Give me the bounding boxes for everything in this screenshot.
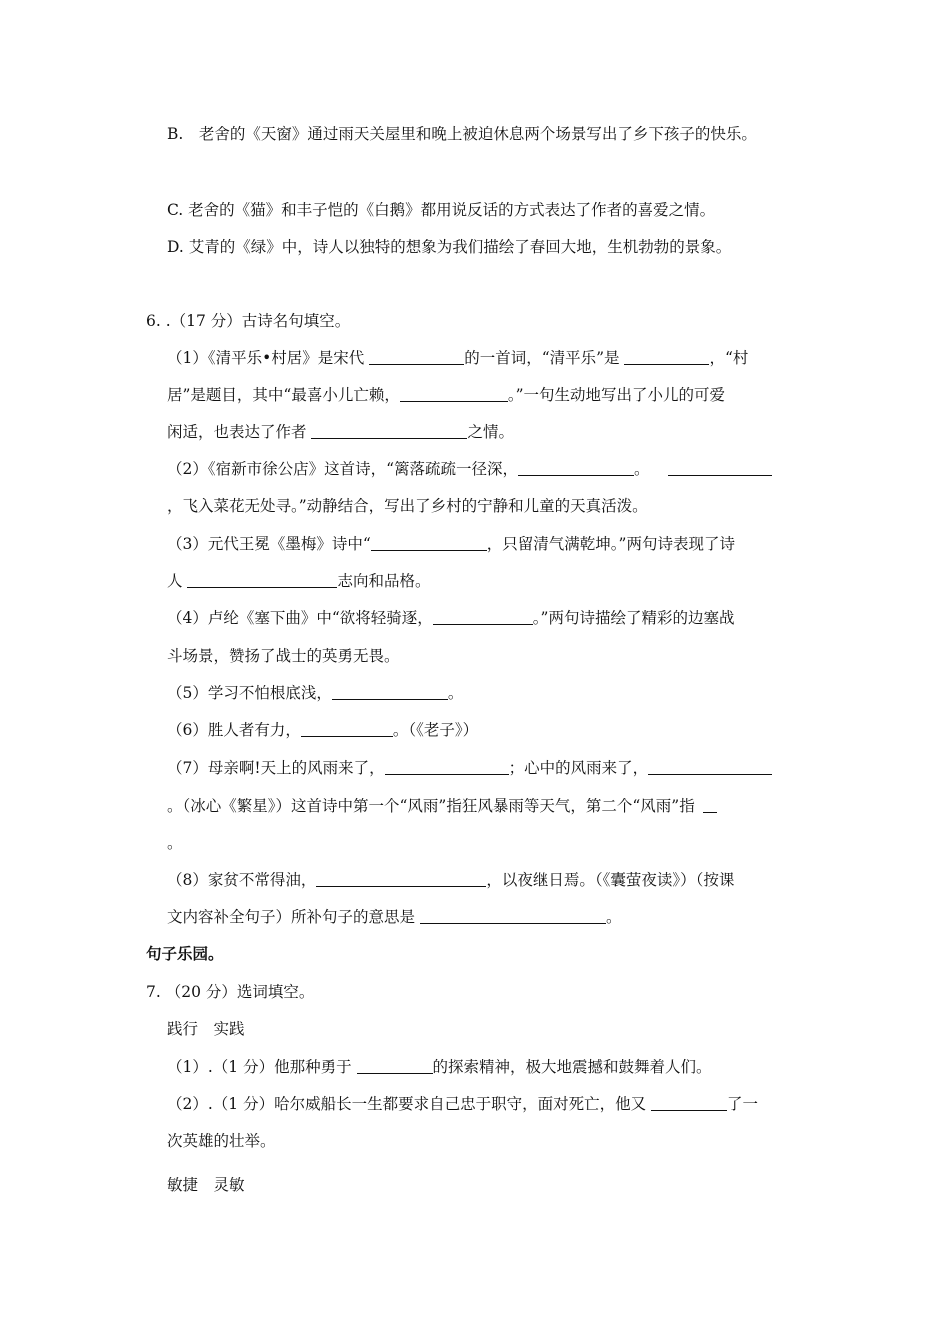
answer-blank[interactable] bbox=[301, 720, 393, 737]
answer-blank[interactable] bbox=[433, 608, 533, 625]
q6-item-2-line-1: （2）《宿新市徐公店》这首诗，“篱落疏疏一径深， 。 bbox=[167, 458, 772, 480]
q7-item-2-line-1: （2）.（1 分）哈尔威船长一生都要求自己忠于职守，面对死亡，他又 了一 bbox=[167, 1095, 759, 1113]
section-heading: 句子乐园。 bbox=[146, 945, 224, 963]
q6-item-6: （6）胜人者有力， 。（《老子》） bbox=[167, 721, 479, 739]
answer-blank[interactable] bbox=[369, 348, 464, 365]
question-6-title: 6. .（17 分）古诗名句填空。 bbox=[146, 312, 351, 330]
answer-blank[interactable] bbox=[420, 907, 606, 924]
answer-blank[interactable] bbox=[187, 571, 337, 588]
option-b: B. 老舍的《天窗》通过雨天关屋里和晚上被迫休息两个场景写出了乡下孩子的快乐。 bbox=[167, 125, 757, 143]
answer-blank[interactable] bbox=[357, 1057, 433, 1074]
answer-blank[interactable] bbox=[624, 348, 709, 365]
q6-item-7-line-3: 。 bbox=[167, 834, 183, 852]
answer-blank[interactable] bbox=[371, 534, 487, 551]
q7-item-1: （1）.（1 分）他那种勇于 的探索精神，极大地震撼和鼓舞着人们。 bbox=[167, 1058, 712, 1076]
q6-item-5: （5）学习不怕根底浅， 。 bbox=[167, 684, 464, 702]
q6-item-8-line-1: （8）家贫不常得油， ，以夜继日焉。（《囊萤夜读》）（按课 bbox=[167, 871, 735, 889]
answer-blank[interactable] bbox=[518, 459, 634, 476]
word-choices-2: 敏捷 灵敏 bbox=[167, 1176, 245, 1194]
q6-item-1-line-2: 居”是题目，其中“最喜小儿亡赖， 。”一句生动地写出了小儿的可爱 bbox=[167, 386, 726, 404]
q6-item-2-line-2: ，飞入菜花无处寻。”动静结合，写出了乡村的宁静和儿童的天真活泼。 bbox=[167, 497, 648, 515]
question-7-title: 7. （20 分）选词填空。 bbox=[146, 983, 315, 1001]
q6-item-4-line-1: （4）卢纶《塞下曲》中“欲将轻骑逐， 。”两句诗描绘了精彩的边塞战 bbox=[167, 609, 735, 627]
q6-item-3-line-1: （3）元代王冕《墨梅》诗中“ ，只留清气满乾坤。”两句诗表现了诗 bbox=[167, 535, 735, 553]
answer-blank[interactable] bbox=[311, 422, 467, 439]
q6-item-3-line-2: 人 志向和品格。 bbox=[167, 572, 431, 590]
answer-blank[interactable] bbox=[385, 758, 509, 775]
answer-blank[interactable] bbox=[316, 870, 486, 887]
q6-item-4-line-2: 斗场景，赞扬了战士的英勇无畏。 bbox=[167, 647, 400, 665]
answer-blank[interactable] bbox=[668, 459, 772, 476]
option-d: D. 艾青的《绿》中，诗人以独特的想象为我们描绘了春回大地，生机勃勃的景象。 bbox=[167, 238, 732, 256]
q6-item-7-line-2: 。（冰心《繁星》）这首诗中第一个“风雨”指狂风暴雨等天气，第二个“风雨”指 bbox=[167, 795, 717, 817]
option-c: C. 老舍的《猫》和丰子恺的《白鹅》都用说反话的方式表达了作者的喜爱之情。 bbox=[167, 201, 716, 219]
q6-item-1-line-1: （1）《清平乐•村居》是宋代 的一首词，“清平乐”是 ，“村 bbox=[167, 349, 749, 367]
word-choices-1: 践行 实践 bbox=[167, 1020, 245, 1038]
answer-blank[interactable] bbox=[400, 385, 508, 402]
answer-blank[interactable] bbox=[332, 683, 448, 700]
answer-blank[interactable] bbox=[648, 758, 772, 775]
q6-item-7-line-1: （7）母亲啊!天上的风雨来了， ；心中的风雨来了， bbox=[167, 757, 772, 779]
answer-blank[interactable] bbox=[703, 796, 717, 813]
q7-item-2-line-2: 次英雄的壮举。 bbox=[167, 1132, 276, 1150]
answer-blank[interactable] bbox=[651, 1094, 727, 1111]
q6-item-1-line-3: 闲适，也表达了作者 之情。 bbox=[167, 423, 514, 441]
q6-item-8-line-2: 文内容补全句子）所补句子的意思是 。 bbox=[167, 908, 622, 926]
